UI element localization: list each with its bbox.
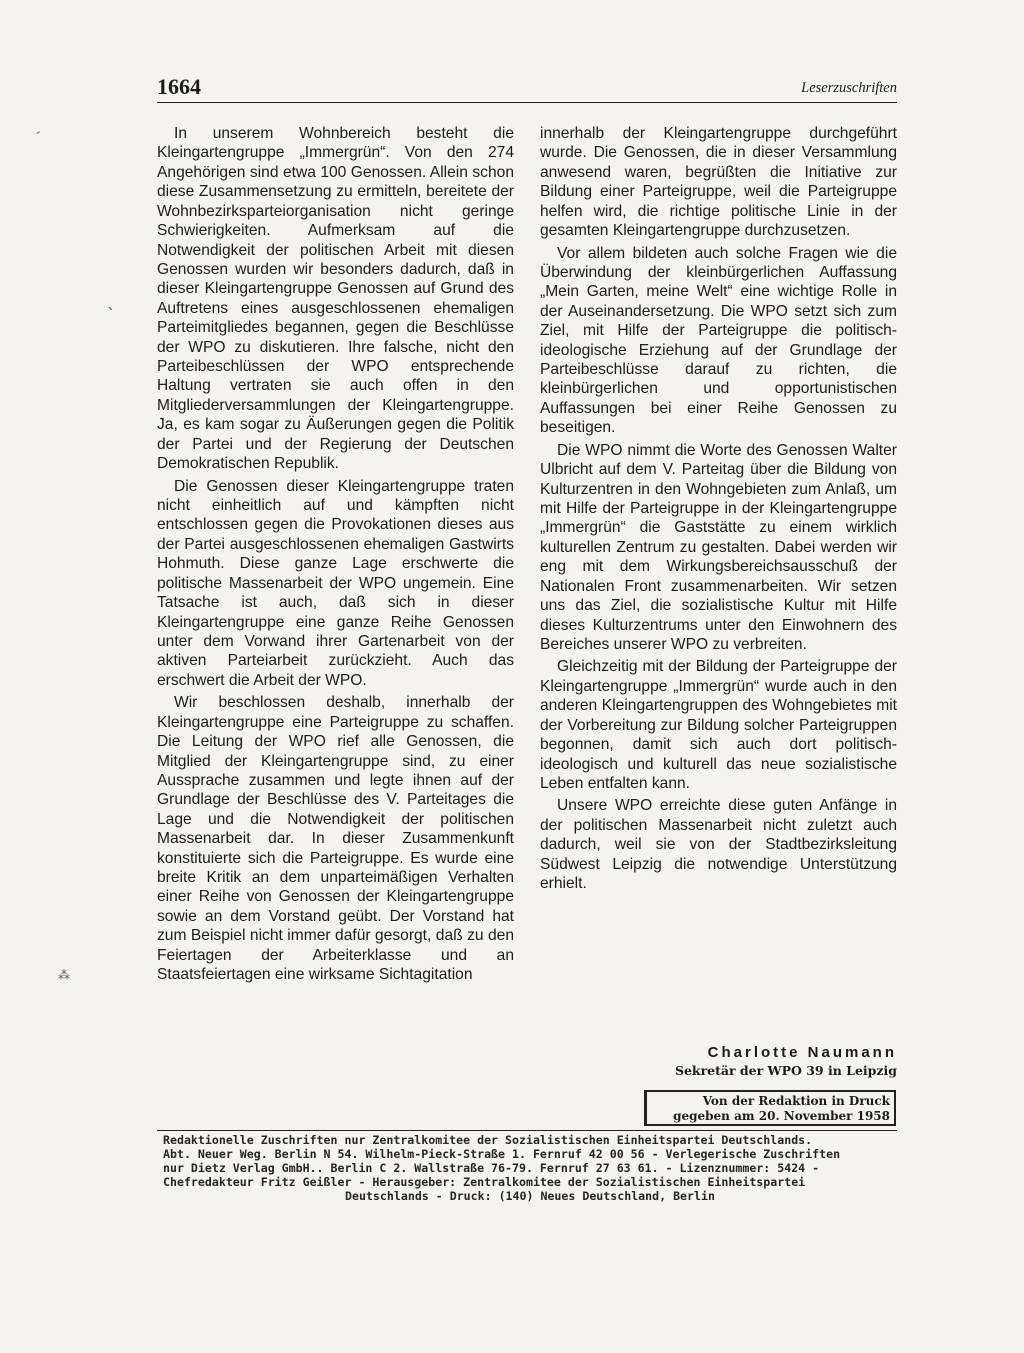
scan-speck-icon: ⁂ <box>58 968 70 982</box>
scan-speck-icon: ˋ <box>107 305 115 324</box>
imprint <box>163 1133 897 1203</box>
left-column <box>157 124 514 985</box>
page-header <box>157 74 897 103</box>
print-note-line: gegeben am 20. November 1958 <box>673 1109 890 1123</box>
print-date-box <box>644 1090 896 1126</box>
paragraph: Gleichzeitig mit der Bildung der Parteigruppe der Kleingartengruppe „Immergrün“ wurde auch in den anderen Kleingartengruppen des Wohngebietes mit der Vorbereitung zur Bildung solcher Parteigruppen begonnen, damit sich auch dort politisch-ideologisch und kulturell das neue sozialistische Leben entfalten kann. <box>540 658 897 792</box>
scan-speck-icon: ˊ <box>29 129 42 147</box>
imprint-line: Abt. Neuer Weg. Berlin N 54. Wilhelm-Pieck-Straße 1. Fernruf 42 00 56 - Verlegerische Zuschriften <box>163 1147 841 1161</box>
paragraph: Wir beschlossen deshalb, innerhalb der Kleingartengruppe eine Parteigruppe zu schaffen. Die Leitung der WPO rief alle Genossen, die Mitglied der Kleingartengruppe sind, zu einer Aussprache zusammen und legte ihnen auf der Grundlage der Beschlüsse des V. Parteitages die Lage und die Notwendigkeit der politischen Massenarbeit dar. In dieser Zusammenkunft konstituierte sich die Parteigruppe. Es wurde eine breite Kritik an dem unparteimäßigen Verhalten einer Reihe von Genossen der Kleingartengruppe sowie an dem Vorstand geübt. Der Vorstand hat zum Beispiel nicht immer dafür gesorgt, daß zu den Feiertagen der Arbeiterklasse und an Staatsfeiertagen eine wirksame Sichtagitation <box>157 694 514 984</box>
paragraph: innerhalb der Kleingartengruppe durchgeführt wurde. Die Genossen, die in dieser Versammlung anwesend waren, begrüßten die Initiative zur Bildung einer Parteigruppe, weil die Parteigruppe helfen wird, die richtige politische Linie in der gesamten Kleingartengruppe durchzusetzen. <box>540 125 897 240</box>
paragraph: Die Genossen dieser Kleingartengruppe traten nicht einheitlich auf und kämpften nicht entschlossen gegen die Provokationen dieses aus der Partei ausgeschlossenen ehemaligen Gastwirts Hohmuth. Diese ganze Lage erschwerte die politische Massenarbeit der WPO ungemein. Eine Tatsache ist auch, daß sich in dieser Kleingartengruppe eine ganze Reihe Genossen unter dem Vorwand ihrer Gartenarbeit von der aktiven Parteiarbeit zurückzieht. Auch das erschwert die Arbeit der WPO. <box>157 477 514 689</box>
author-role: Sekretär der WPO 39 in Leipzig <box>674 1063 897 1078</box>
imprint-line: nur Dietz Verlag GmbH.. Berlin C 2. Wallstraße 76-79. Fernruf 27 63 61. - Lizenznummer: 5424 - <box>163 1161 820 1175</box>
paragraph: Vor allem bildeten auch solche Fragen wie die Überwindung der kleinbürgerlichen Auffassung „Mein Garten, meine Welt“ eine wichtige Rolle in der Auseinandersetzung. Die WPO setzt sich zum Ziel, mit Hilfe der Parteigruppe die politisch-ideologische Erziehung auf der Grundlage der Parteibeschlüsse darauf zu richten, die kleinbürgerlichen und opportunistischen Auffassungen bei einer Reihe Genossen zu beseitigen. <box>540 244 897 437</box>
print-note-line: Von der Redaktion in Druck <box>702 1094 890 1108</box>
paragraph: Unsere WPO erreichte diese guten Anfänge in der politischen Massenarbeit nicht zuletzt auch dadurch, weil sie von der Stadtbezirksleitung Südwest Leipzig die notwendige Unterstützung erhielt. <box>540 797 897 893</box>
author-name: Charlotte Naumann <box>707 1044 897 1061</box>
imprint-line: Chefredakteur Fritz Geißler - Herausgeber: Zentralkomitee der Sozialistischen Einheitspartei <box>163 1175 806 1189</box>
imprint-line: Redaktionelle Zuschriften nur Zentralkomitee der Sozialistischen Einheitspartei Deutschlands. <box>163 1133 813 1147</box>
footer-rule <box>157 1130 897 1131</box>
paragraph: In unserem Wohnbereich besteht die Kleingartengruppe „Immergrün“. Von den 274 Angehörigen sind etwa 100 Genossen. Allein schon diese Zusammensetzung zu ermitteln, bereitete der Wohnbezirksparteiorganisation nicht geringe Schwierigkeiten. Aufmerksam auf die Notwendigkeit der politischen Arbeit mit diesen Genossen wurden wir besonders dadurch, daß in dieser Kleingartengruppe Genossen auf Grund des Auftretens eines ausgeschlossenen ehemaligen Parteimitgliedes begannen, gegen die Beschlüsse der WPO zu diskutieren. Ihre falsche, nicht den Parteibeschlüssen der WPO entsprechende Haltung vertraten sie auch offen in den Mitgliederversammlungen der Kleingartengruppe. Ja, es kam sogar zu Äußerungen gegen die Politik der Partei und der Regierung der Deutschen Demokratischen Republik. <box>157 125 514 473</box>
paragraph: Die WPO nimmt die Worte des Genossen Walter Ulbricht auf dem V. Parteitag über die Bildung von Kulturzentren in den Wohngebieten zum Anlaß, um mit Hilfe der Parteigruppe in der Kleingartengruppe „Immergrün“ die Gaststätte zu einem wirklich kulturellen Zentrum zu gestalten. Dabei werden wir eng mit dem Wirkungsbereichsausschuß der Nationalen Front zusammenarbeiten. Wir setzen uns das Ziel, die sozialistische Kultur mit Hilfe dieses Kulturzentrums unter den Einwohnern des Bereiches unserer WPO zu verbreiten. <box>540 441 897 653</box>
imprint-line: Deutschlands - Druck: (140) Neues Deutschland, Berlin <box>345 1189 715 1203</box>
page-number: 1664 <box>157 74 201 99</box>
section-title: Leserzuschriften <box>801 80 897 96</box>
right-column <box>540 124 897 893</box>
